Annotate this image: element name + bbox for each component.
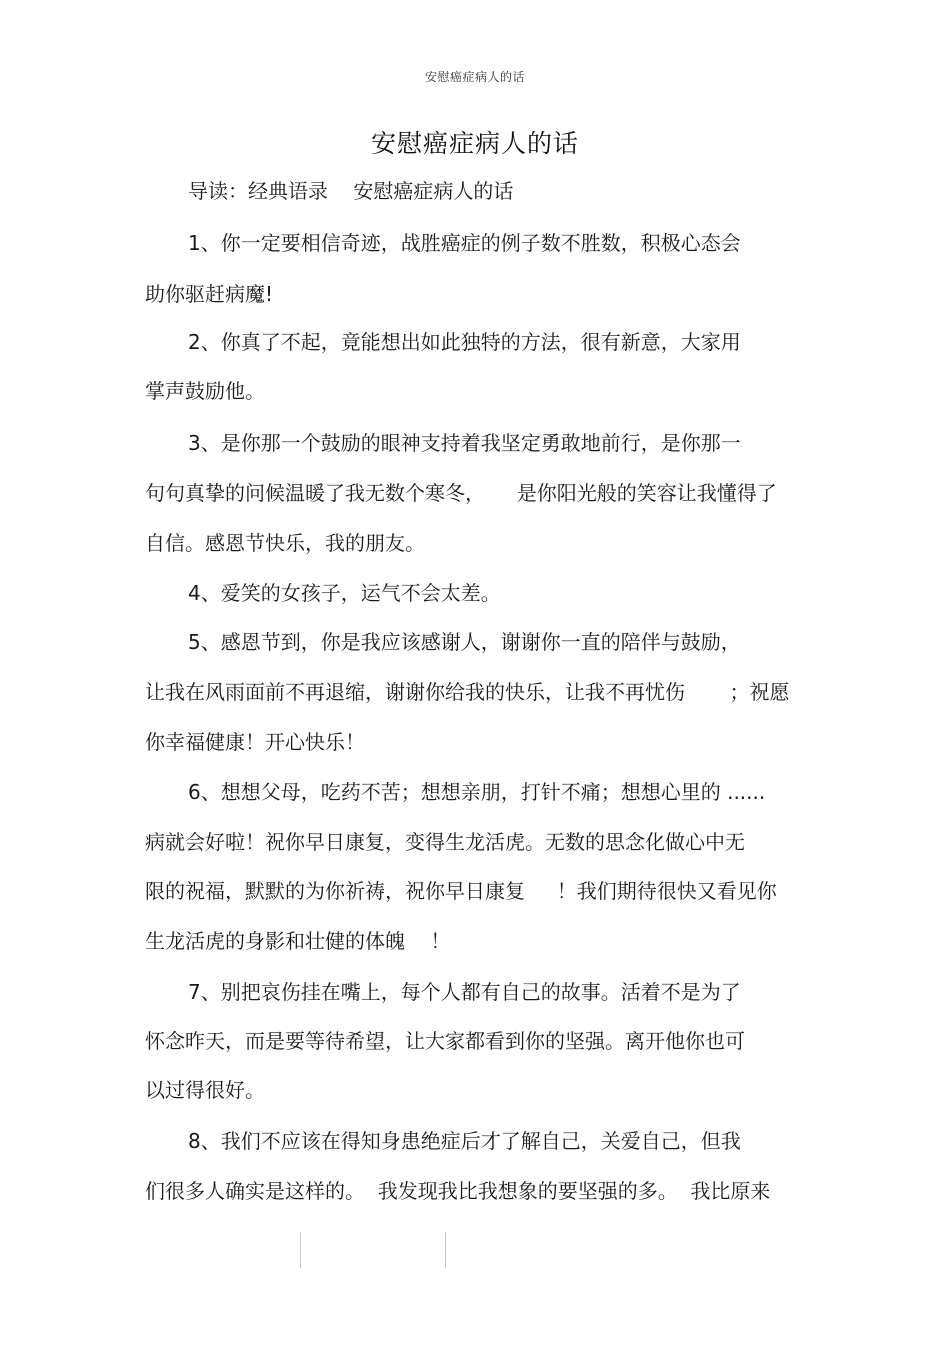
page-divider (445, 1232, 446, 1268)
paragraph-line: 们很多人确实是这样的。 我发现我比我想象的要坚强的多。 我比原来 (145, 1179, 771, 1203)
paragraph-line: 3、是你那一个鼓励的眼神支持着我坚定勇敢地前行，是你那一 (188, 431, 741, 455)
paragraph-line: 句句真挚的问候温暖了我无数个寒冬， 是你阳光般的笑容让我懂得了 (145, 481, 777, 505)
paragraph-line: 1、你一定要相信奇迹，战胜癌症的例子数不胜数，积极心态会 (188, 231, 741, 255)
paragraph-line: 2、你真了不起，竟能想出如此独特的方法，很有新意，大家用 (188, 330, 741, 354)
paragraph-line: 5、感恩节到，你是我应该感谢人，谢谢你一直的陪伴与鼓励， (188, 630, 741, 654)
paragraph-line: 生龙活虎的身影和壮健的体魄 ！ (145, 929, 451, 953)
paragraph-line: 以过得很好。 (145, 1078, 265, 1102)
paragraph-line: 7、别把哀伤挂在嘴上，每个人都有自己的故事。活着不是为了 (188, 980, 741, 1004)
intro-line: 导读：经典语录 安慰癌症病人的话 (188, 179, 514, 203)
paragraph-line: 你幸福健康！开心快乐！ (145, 730, 365, 754)
paragraph-line: 助你驱赶病魔! (145, 282, 274, 306)
paragraph-line: 限的祝福，默默的为你祈祷，祝你早日康复 ！我们期待很快又看见你 (145, 879, 777, 903)
paragraph-line: 让我在风雨面前不再退缩，谢谢你给我的快乐，让我不再忧伤 ；祝愿 (145, 680, 790, 704)
paragraph-line: 自信。感恩节快乐，我的朋友。 (145, 531, 425, 555)
running-header: 安慰癌症病人的话 (424, 70, 525, 84)
paragraph-line: 6、想想父母，吃药不苦；想想亲朋，打针不痛；想想心里的 ...... (188, 780, 766, 804)
paragraph-line: 病就会好啦！祝你早日康复，变得生龙活虎。无数的思念化做心中无 (145, 830, 745, 854)
paragraph-line: 8、我们不应该在得知身患绝症后才了解自己，关爱自己，但我 (188, 1129, 741, 1153)
paragraph-line: 掌声鼓励他。 (145, 379, 265, 403)
page-divider (300, 1232, 301, 1268)
document-title: 安慰癌症病人的话 (370, 129, 579, 158)
paragraph-line: 4、爱笑的女孩子，运气不会太差。 (188, 581, 501, 605)
paragraph-line: 怀念昨天，而是要等待希望，让大家都看到你的坚强。离开他你也可 (145, 1029, 745, 1053)
